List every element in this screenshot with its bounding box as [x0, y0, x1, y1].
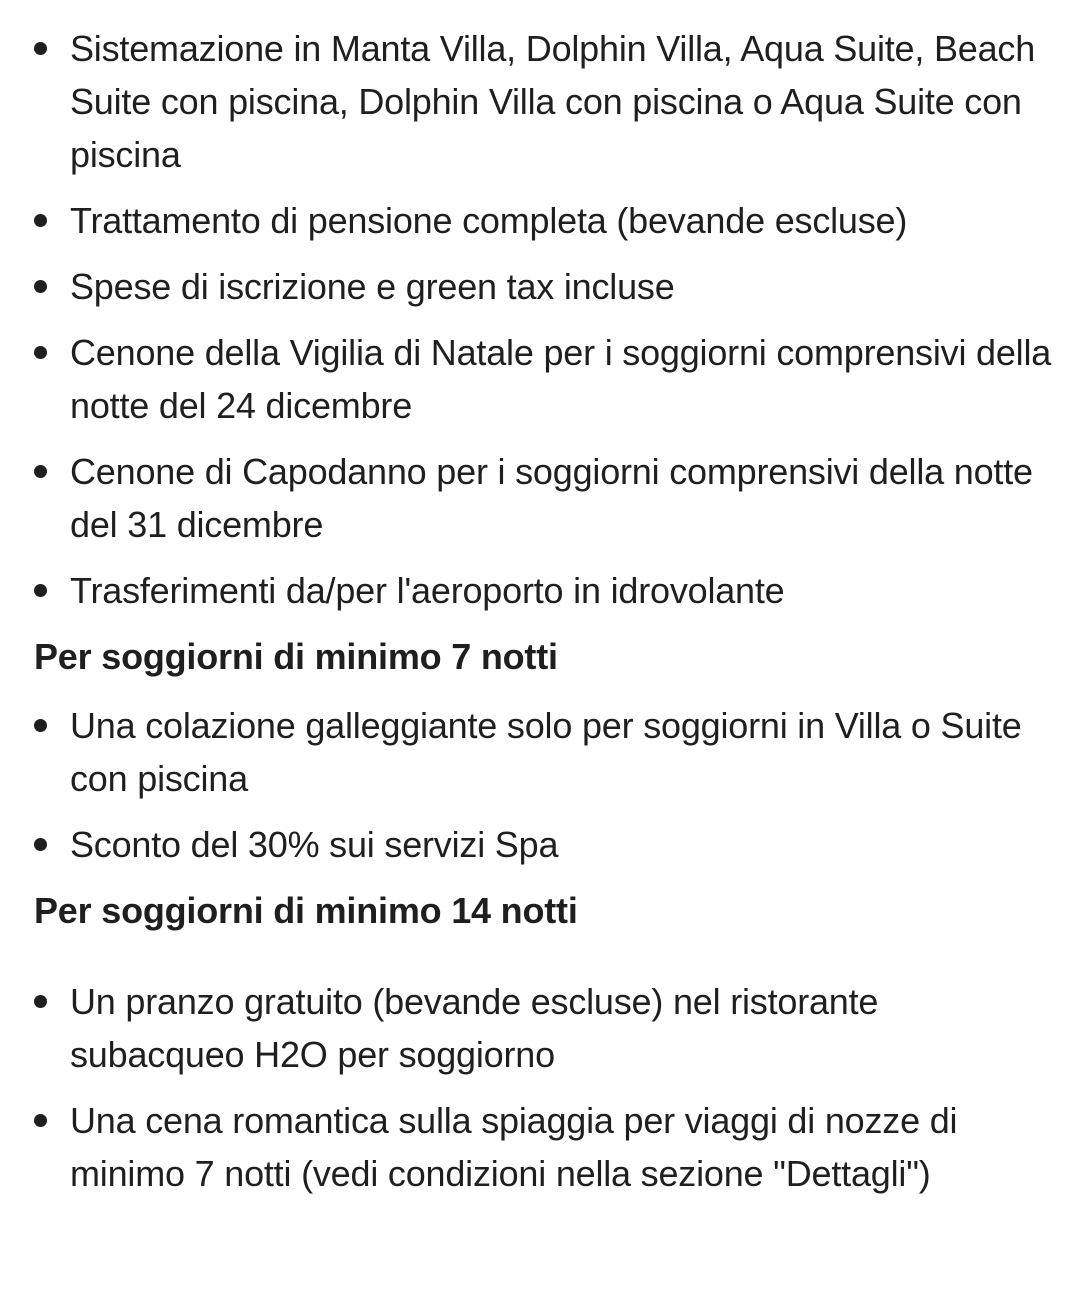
benefits-7-nights-list	[34, 699, 1054, 871]
benefits-14-nights-list	[34, 975, 1054, 1200]
list-item: Trasferimenti da/per l'aeroporto in idrovolante	[34, 564, 1054, 617]
included-list	[34, 22, 1054, 617]
list-item: Spese di iscrizione e green tax incluse	[34, 260, 1054, 313]
list-item: Una colazione galleggiante solo per soggiorni in Villa o Suite con piscina	[34, 699, 1054, 805]
list-item: Una cena romantica sulla spiaggia per viaggi di nozze di minimo 7 notti (vedi condizioni nella sezione "Dettagli")	[34, 1094, 1054, 1200]
list-item: Cenone della Vigilia di Natale per i soggiorni comprensivi della notte del 24 dicembre	[34, 326, 1054, 432]
list-item: Trattamento di pensione completa (bevande escluse)	[34, 194, 1054, 247]
list-item: Sconto del 30% sui servizi Spa	[34, 818, 1054, 871]
section-heading-14-nights: Per soggiorni di minimo 14 notti	[34, 890, 578, 931]
section-heading-7-nights: Per soggiorni di minimo 7 notti	[34, 636, 558, 677]
list-item: Sistemazione in Manta Villa, Dolphin Villa, Aqua Suite, Beach Suite con piscina, Dolphin Villa con piscina o Aqua Suite con piscina	[34, 22, 1054, 181]
list-item: Cenone di Capodanno per i soggiorni comprensivi della notte del 31 dicembre	[34, 445, 1054, 551]
list-item: Un pranzo gratuito (bevande escluse) nel ristorante subacqueo H2O per soggiorno	[34, 975, 1054, 1081]
